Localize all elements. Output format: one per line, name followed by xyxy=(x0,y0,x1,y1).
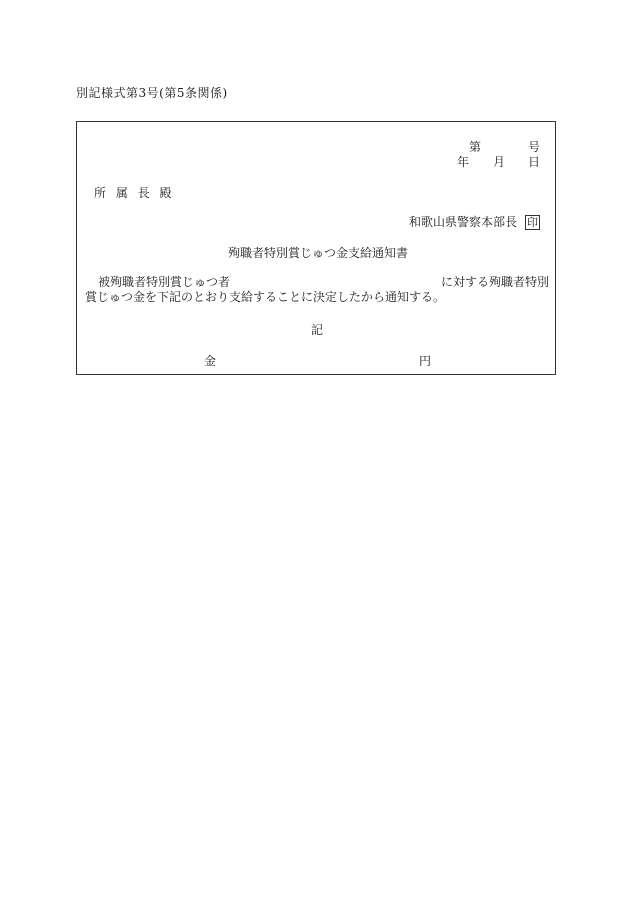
body-line-1-end: に対する殉職者特別 xyxy=(440,275,549,289)
date-day: 日 xyxy=(528,155,541,169)
amount-en: 円 xyxy=(419,354,432,368)
body-paragraph xyxy=(85,275,549,305)
body-line-1-start: 被殉職者特別賞じゅつ者 xyxy=(98,275,231,289)
amount-kin: 金 xyxy=(204,354,217,368)
date-month: 月 xyxy=(493,155,506,169)
ki-label: 記 xyxy=(311,323,324,337)
body-line-2: 賞じゅつ金を下記のとおり支給することに決定したから通知する。 xyxy=(85,290,446,304)
body-line-1 xyxy=(85,275,549,290)
seal-mark: 印 xyxy=(527,216,539,229)
doc-number-suffix: 号 xyxy=(528,140,541,154)
addressee: 所 属 長 殿 xyxy=(94,186,175,200)
form-number-title: 別記様式第3号(第5条関係) xyxy=(76,86,228,100)
document-title: 殉職者特別賞じゅつ金支給通知書 xyxy=(228,246,409,260)
date-year: 年 xyxy=(457,155,470,169)
doc-number-prefix: 第 xyxy=(469,140,482,154)
notice-frame xyxy=(76,121,556,375)
issuer-name: 和歌山県警察本部長 xyxy=(409,215,518,229)
issuer-line xyxy=(409,213,540,230)
